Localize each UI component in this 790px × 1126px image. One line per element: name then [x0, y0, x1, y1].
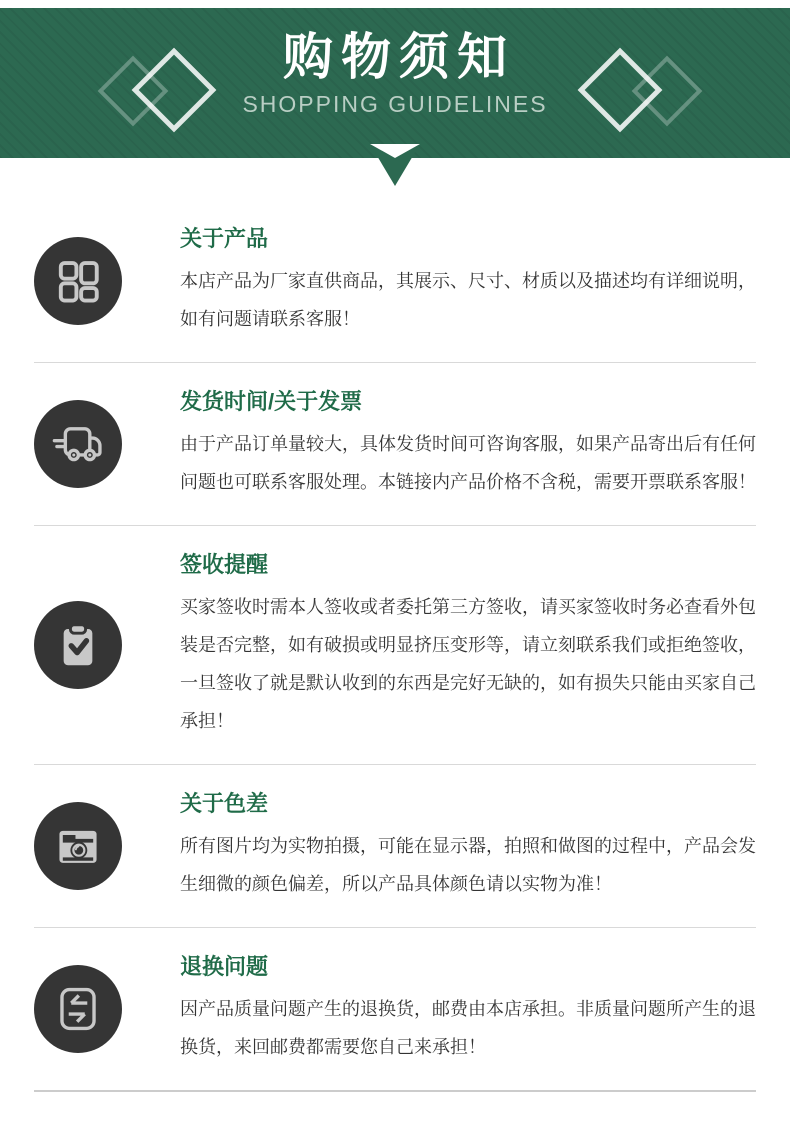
- page-subtitle: SHOPPING GUIDELINES: [242, 91, 548, 117]
- section-body: 买家签收时需本人签收或者委托第三方签收，请买家签收时务必查看外包装是否完整，如有破损或明显挤压变形等，请立刻联系我们或拒绝签收，一旦签收了就是默认收到的东西是完好无缺的，如有损失只能由买家自己承担！: [180, 597, 756, 731]
- diamond-outline-icon: [132, 48, 217, 133]
- guideline-item: [34, 363, 756, 526]
- diamond-decoration-left: [106, 50, 218, 132]
- camera-icon: [34, 802, 122, 890]
- guidelines-list: [34, 200, 756, 1092]
- guideline-content: [180, 789, 756, 903]
- guideline-item: [34, 765, 756, 928]
- truck-icon: [51, 417, 105, 471]
- clipboard-check-icon: [51, 618, 105, 672]
- section-title: 发货时间/关于发票: [180, 389, 363, 414]
- top-whitespace: [0, 0, 790, 8]
- grid-icon: [34, 237, 122, 325]
- section-body: 所有图片均为实物拍摄，可能在显示器，拍照和做图的过程中，产品会发生细微的颜色偏差，所以产品具体颜色请以实物为准！: [180, 836, 756, 894]
- truck-icon: [34, 400, 122, 488]
- guideline-item: [34, 526, 756, 765]
- down-arrow-icon: [370, 144, 420, 186]
- guideline-content: [180, 952, 756, 1066]
- section-title: 关于色差: [180, 791, 269, 816]
- section-body: 由于产品订单量较大，具体发货时间可咨询客服，如果产品寄出后有任何问题也可联系客服处理。本链接内产品价格不含税，需要开票联系客服！: [180, 434, 756, 492]
- section-title: 退换问题: [180, 954, 269, 979]
- diamond-outline-icon: [632, 56, 703, 127]
- guideline-item: [34, 928, 756, 1092]
- section-body: 因产品质量问题产生的退换货，邮费由本店承担。非质量问题所产生的退换货，来回邮费都需要您自己来承担！: [180, 999, 756, 1057]
- guideline-content: [180, 387, 756, 501]
- section-body: 本店产品为厂家直供商品，其展示、尺寸、材质以及描述均有详细说明，如有问题请联系客服！: [180, 271, 756, 329]
- camera-icon: [51, 819, 105, 873]
- page-title: 购物须知: [283, 29, 515, 85]
- clipboard-check-icon: [34, 601, 122, 689]
- exchange-icon: [51, 982, 105, 1036]
- grid-icon: [53, 256, 103, 306]
- guideline-content: [180, 550, 756, 740]
- diamond-decoration-right: [586, 50, 698, 132]
- bottom-whitespace: [0, 1092, 790, 1126]
- section-title: 关于产品: [180, 226, 269, 251]
- banner: [0, 8, 790, 158]
- exchange-icon: [34, 965, 122, 1053]
- section-title: 签收提醒: [180, 552, 269, 577]
- guideline-content: [180, 224, 756, 338]
- guideline-item: [34, 200, 756, 363]
